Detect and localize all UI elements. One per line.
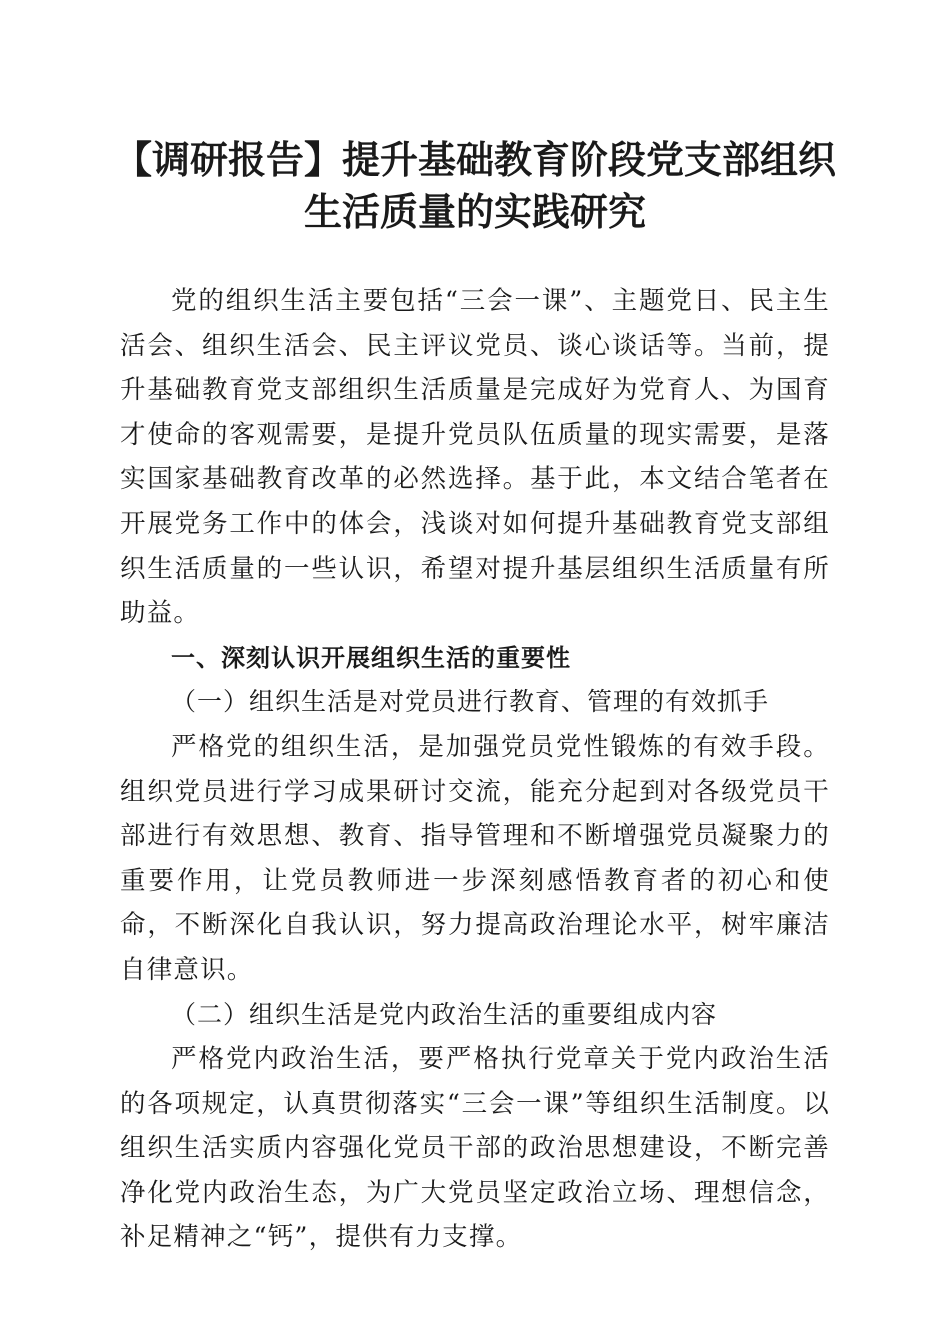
document-body: [120, 279, 830, 1260]
document-title: 【调研报告】提升基础教育阶段党支部组织生活质量的实践研究: [113, 138, 836, 234]
intro-paragraph: 党的组织生活主要包括“三会一课”、主题党日、民主生活会、组织生活会、民主评议党员、谈心谈话等。当前，提升基础教育党支部组织生活质量是完成好为党育人、为国育才使命的客观需要，是提升党员队伍质量的现实需要，是落实国家基础教育改革的必然选择。基于此，本文结合笔者在开展党务工作中的体会，浅谈对如何提升基础教育党支部组织生活质量的一些认识，希望对提升基层组织生活质量有所助益。: [120, 286, 830, 629]
subsection-paragraph-2: 严格党内政治生活，要严格执行党章关于党内政治生活的各项规定，认真贯彻落实“三会一课”等组织生活制度。以组织生活实质内容强化党员干部的政治思想建设，不断完善净化党内政治生态，为广大党员坚定政治立场、理想信念，补足精神之“钙”，提供有力支撑。: [120, 1044, 830, 1253]
subsection-heading-1: （一）组织生活是对党员进行教育、管理的有效抓手: [171, 687, 770, 717]
subsection-heading-2: （二）组织生活是党内政治生活的重要组成内容: [171, 999, 718, 1029]
section-heading: 一、深刻认识开展组织生活的重要性: [171, 643, 571, 672]
subsection-paragraph-1: 严格党的组织生活，是加强党员党性锻炼的有效手段。组织党员进行学习成果研讨交流，能充分起到对各级党员干部进行有效思想、教育、指导管理和不断增强党员凝聚力的重要作用，让党员教师进一步深刻感悟教育者的初心和使命，不断深化自我认识，努力提高政治理论水平，树牢廉洁自律意识。: [120, 731, 830, 985]
